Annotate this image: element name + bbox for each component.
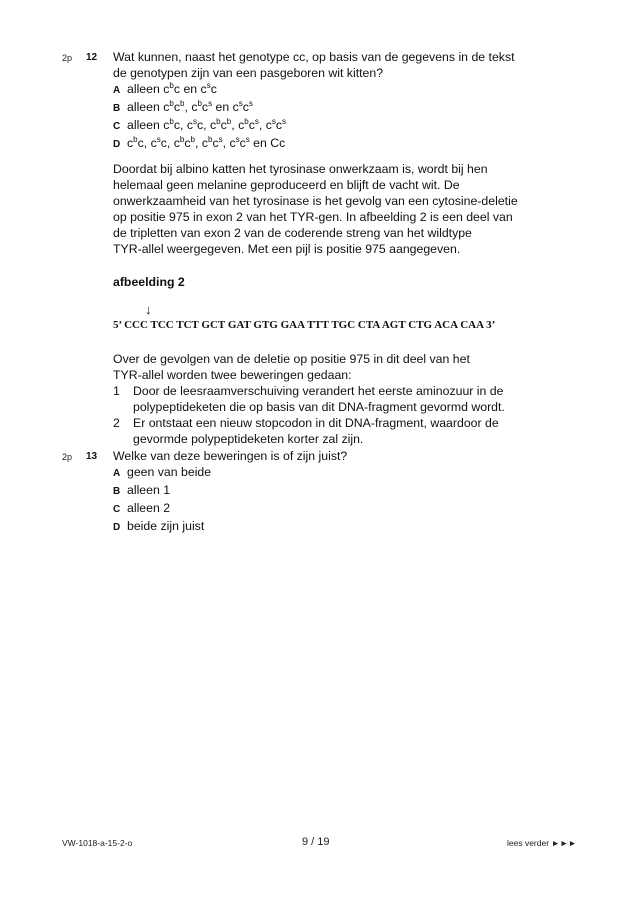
q12-option-b [113,99,286,117]
option-genotypes: $c^bc$, $c^sc$, $c^bc^b$, $c^bc^s$, $c^sc^s$ en Cc [127,135,286,150]
next-page-indicator: lees verder ►►► [507,838,577,848]
option-prefix: alleen [127,82,164,96]
intro-line: TYR-allel worden twee beweringen gedaan: [113,368,352,382]
option-label: D [113,522,121,533]
statement-number: 1 [113,384,120,398]
q13-option-d [113,518,211,536]
paragraph-line: op positie 975 in exon 2 van het TYR-gen. In afbeelding 2 is een deel van [113,210,513,224]
paragraph-line: Doordat bij albino katten het tyrosinase onwerkzaam is, wordt bij hen [113,162,488,176]
q13-number: 13 [86,451,98,462]
option-label: D [113,139,121,150]
statement-line: Er ontstaat een nieuw stopcodon in dit DNA-fragment, waardoor de [133,416,499,430]
statement-line: gevormde polypeptideketen korter zal zijn. [133,432,364,446]
option-text: alleen 2 [127,501,171,515]
option-label: A [113,468,121,479]
option-prefix: alleen [127,118,164,132]
statement-line: Door de leesraamverschuiving verandert het eerste aminozuur in de [133,384,504,398]
statement-line: polypeptideketen die op basis van dit DNA-fragment gevormd wordt. [133,400,505,414]
option-text: beide zijn juist [127,519,205,533]
option-label: A [113,85,121,96]
q12-option-c [113,117,286,135]
option-label: B [113,103,121,114]
option-label: C [113,121,121,132]
intro-line: Over de gevolgen van de deletie op positie 975 in dit deel van het [113,352,470,366]
q12-option-a [113,81,286,99]
statement-2 [113,415,499,447]
q13-option-b [113,482,211,500]
dna-sequence: 5’ CCC TCC TCT GCT GAT GTG GAA TTT TGC CTA AGT CTG ACA CAA 3’ [113,319,496,331]
statements-intro [113,351,470,383]
exam-code: VW-1018-a-15-2-o [62,838,133,848]
paragraph-line: helemaal geen melanine geproduceerd en blijft de vacht wit. De [113,178,460,192]
q12-stem-line: Wat kunnen, naast het genotype cc, op basis van de gegevens in de tekst [113,50,515,64]
option-label: C [113,504,121,515]
position-arrow-icon: ↓ [145,302,152,317]
option-genotypes: $c^bc$ en $c^sc$ [163,81,217,96]
option-text: alleen 1 [127,483,171,497]
q13-options [113,464,211,536]
option-genotypes: $c^bc$, $c^sc$, $c^bc^b$, $c^bc^s$, $c^sc^s$ [163,117,286,132]
option-label: B [113,486,121,497]
q13-option-c [113,500,211,518]
q12-option-d [113,135,286,153]
statement-number: 2 [113,416,120,430]
option-text: geen van beide [127,465,212,479]
q12-stem-line: de genotypen zijn van een pasgeboren wit kitten? [113,66,384,80]
option-prefix: alleen [127,100,164,114]
option-genotypes: $c^bc^b$, $c^bc^s$ en $c^sc^s$ [163,99,253,114]
q12-points: 2p [62,53,73,63]
q13-stem: Welke van deze beweringen is of zijn juist? [113,449,348,463]
body-paragraph [113,161,518,257]
paragraph-line: de tripletten van exon 2 van de coderende streng van het wildtype [113,226,472,240]
q12-options [113,81,286,153]
q13-option-a [113,464,211,482]
q12-stem [113,49,515,81]
page-number: 9 / 19 [302,836,330,848]
q13-points: 2p [62,452,73,462]
statement-1 [113,383,505,415]
paragraph-line: onwerkzaamheid van het tyrosinase is het gevolg van een cytosine-deletie [113,194,518,208]
figure-title: afbeelding 2 [113,275,185,289]
paragraph-line: TYR-allel weergegeven. Met een pijl is positie 975 aangegeven. [113,242,461,256]
q12-number: 12 [86,52,98,63]
